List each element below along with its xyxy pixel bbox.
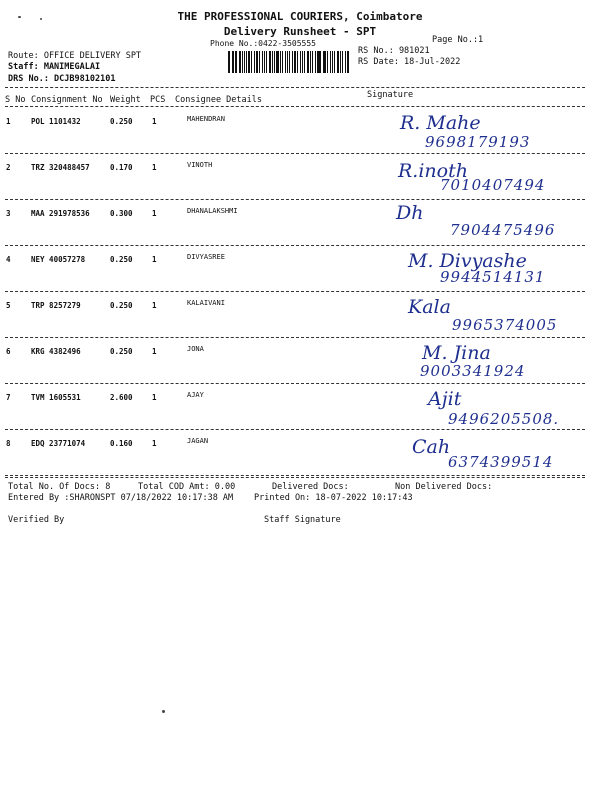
- scan-speck: [18, 16, 21, 18]
- barcode-bar: [342, 51, 343, 73]
- row-weight: 0.250: [110, 347, 133, 356]
- row-serial: 2: [6, 163, 11, 172]
- row-consignment-no: TRP 8257279: [31, 301, 81, 310]
- total-cod: Total COD Amt: 0.00: [138, 482, 236, 492]
- printed-on: Printed On: 18-07-2022 10:17:43: [254, 493, 413, 503]
- barcode-bar: [242, 51, 243, 73]
- barcode-bar: [235, 51, 237, 73]
- barcode-bar: [244, 51, 245, 73]
- barcode-bar: [285, 51, 286, 73]
- rs-number: RS No.: 981021: [358, 46, 430, 56]
- signature-phone: 6374399514: [448, 453, 554, 471]
- col-consignee: Consignee Details: [175, 95, 262, 105]
- barcode-bar: [332, 51, 334, 73]
- row-consignment-no: NEY 40057278: [31, 255, 86, 264]
- signature-phone: 9944514131: [440, 268, 546, 286]
- col-pcs: PCS: [150, 95, 166, 105]
- barcode-bar: [269, 51, 271, 73]
- barcode-bar: [337, 51, 339, 73]
- barcode-bar: [266, 51, 267, 73]
- row-separator: [5, 337, 585, 338]
- barcode-bar: [340, 51, 341, 73]
- barcode-bar: [239, 51, 241, 73]
- barcode-bar: [264, 51, 266, 73]
- row-separator: [5, 291, 585, 292]
- row-separator: [5, 475, 585, 476]
- row-consignment-no: TRZ 320488457: [31, 163, 90, 172]
- barcode-bar: [246, 51, 247, 73]
- row-serial: 8: [6, 439, 11, 448]
- entered-by: Entered By :SHARONSPT 07/18/2022 10:17:38 AM: [8, 493, 234, 503]
- route: Route: OFFICE DELIVERY SPT: [8, 51, 142, 61]
- barcode-bar: [292, 51, 293, 73]
- row-consignment-no: TVM 1605531: [31, 393, 81, 402]
- row-consignee: DIVYASREE: [187, 253, 225, 261]
- signature-phone: 9698179193: [425, 133, 531, 151]
- row-separator: [5, 383, 585, 384]
- row-weight: 0.250: [110, 117, 133, 126]
- row-consignment-no: POL 1101432: [31, 117, 81, 126]
- barcode-bar: [251, 51, 253, 73]
- signature-phone: 9496205508.: [448, 410, 560, 428]
- row-separator: [5, 429, 585, 430]
- barcode-bar: [330, 51, 331, 73]
- barcode-bar: [287, 51, 289, 73]
- row-pcs: 1: [152, 347, 157, 356]
- signature-name: R.inoth: [398, 160, 468, 182]
- barcode-bar: [274, 51, 275, 73]
- row-consignee: AJAY: [187, 391, 204, 399]
- rs-date: RS Date: 18-Jul-2022: [358, 57, 461, 67]
- row-consignee: VINOTH: [187, 161, 213, 169]
- col-consignment: Consignment No: [31, 95, 103, 105]
- row-serial: 1: [6, 117, 11, 126]
- barcode-bar: [304, 51, 305, 73]
- row-pcs: 1: [152, 393, 157, 402]
- barcode-bar: [254, 51, 255, 73]
- row-separator: [5, 245, 585, 246]
- barcode-bar: [294, 51, 296, 73]
- barcode-bar: [347, 51, 349, 73]
- row-serial: 4: [6, 255, 11, 264]
- row-serial: 7: [6, 393, 11, 402]
- row-weight: 0.300: [110, 209, 133, 218]
- barcode-bar: [297, 51, 298, 73]
- row-weight: 0.250: [110, 301, 133, 310]
- barcode-bar: [232, 51, 233, 73]
- barcode-bar: [317, 51, 318, 73]
- row-pcs: 1: [152, 301, 157, 310]
- barcode-bar: [327, 51, 328, 73]
- phone-number: Phone No.:0422-3505555: [210, 39, 316, 48]
- barcode-bar: [280, 51, 282, 73]
- row-consignment-no: EDQ 23771074: [31, 439, 86, 448]
- barcode-bar: [289, 51, 290, 73]
- scan-speck: [40, 18, 42, 20]
- barcode-bar: [324, 51, 326, 73]
- barcode-bar: [310, 51, 312, 73]
- runsheet-title: Delivery Runsheet - SPT: [223, 25, 377, 38]
- signature-phone: 7010407494: [440, 176, 546, 194]
- signature-phone: 9003341924: [420, 362, 526, 380]
- footer-rule: [5, 477, 585, 478]
- delivered-docs: Delivered Docs:: [272, 482, 349, 492]
- row-serial: 6: [6, 347, 11, 356]
- staff-name: Staff: MANIMEGALAI: [8, 62, 101, 72]
- row-pcs: 1: [152, 117, 157, 126]
- row-separator: [5, 153, 585, 154]
- row-pcs: 1: [152, 255, 157, 264]
- signature-name: M. Divyashe: [408, 250, 527, 272]
- header-rule-top: [5, 87, 585, 88]
- col-sno: S No: [5, 95, 26, 105]
- signature-name: R. Mahe: [400, 112, 481, 134]
- staff-signature: Staff Signature: [264, 515, 341, 525]
- row-consignee: JAGAN: [187, 437, 209, 445]
- header-rule-bottom: [5, 106, 585, 107]
- row-pcs: 1: [152, 439, 157, 448]
- col-weight: Weight: [110, 95, 141, 105]
- row-consignee: DHANALAKSHMI: [187, 207, 238, 215]
- barcode-bar: [307, 51, 309, 73]
- signature-phone: 7904475496: [450, 221, 556, 239]
- row-separator: [5, 199, 585, 200]
- barcode-bar: [276, 51, 278, 73]
- barcode-bar: [302, 51, 303, 73]
- row-consignee: JONA: [187, 345, 204, 353]
- barcode-bar: [318, 51, 320, 73]
- barcode-bar: [233, 51, 234, 73]
- signature-name: Kala: [408, 296, 451, 318]
- barcode: [228, 51, 350, 73]
- barcode-bar: [256, 51, 258, 73]
- drs-number: DRS No.: DCJB98102101: [8, 74, 116, 84]
- signature-name: Dh: [396, 202, 424, 224]
- row-consignment-no: MAA 291978536: [31, 209, 90, 218]
- barcode-bar: [315, 51, 316, 73]
- row-consignment-no: KRG 4382496: [31, 347, 81, 356]
- barcode-bar: [345, 51, 347, 73]
- barcode-bar: [323, 51, 324, 73]
- row-consignee: MAHENDRAN: [187, 115, 225, 123]
- barcode-bar: [248, 51, 250, 73]
- col-signature: Signature: [367, 90, 414, 100]
- signature-phone: 9965374005: [452, 316, 558, 334]
- non-delivered-docs: Non Delivered Docs:: [395, 482, 493, 492]
- company-title: THE PROFESSIONAL COURIERS, Coimbatore: [177, 10, 423, 23]
- row-pcs: 1: [152, 209, 157, 218]
- signature-name: Cah: [412, 436, 451, 458]
- barcode-bar: [272, 51, 273, 73]
- scan-speck: [162, 710, 165, 713]
- barcode-bar: [282, 51, 283, 73]
- row-pcs: 1: [152, 163, 157, 172]
- total-docs: Total No. Of Docs: 8: [8, 482, 111, 492]
- verified-by: Verified By: [8, 515, 65, 525]
- row-weight: 2.600: [110, 393, 133, 402]
- barcode-bar: [300, 51, 302, 73]
- barcode-bar: [262, 51, 263, 73]
- row-serial: 5: [6, 301, 11, 310]
- barcode-bar: [312, 51, 313, 73]
- barcode-bar: [228, 51, 230, 73]
- page-number: Page No.:1: [432, 35, 484, 45]
- barcode-bar: [259, 51, 260, 73]
- row-weight: 0.250: [110, 255, 133, 264]
- row-weight: 0.170: [110, 163, 133, 172]
- barcode-bar: [334, 51, 335, 73]
- row-serial: 3: [6, 209, 11, 218]
- signature-name: M. Jina: [422, 342, 491, 364]
- row-weight: 0.160: [110, 439, 133, 448]
- signature-name: Ajit: [428, 388, 462, 410]
- row-consignee: KALAIVANI: [187, 299, 225, 307]
